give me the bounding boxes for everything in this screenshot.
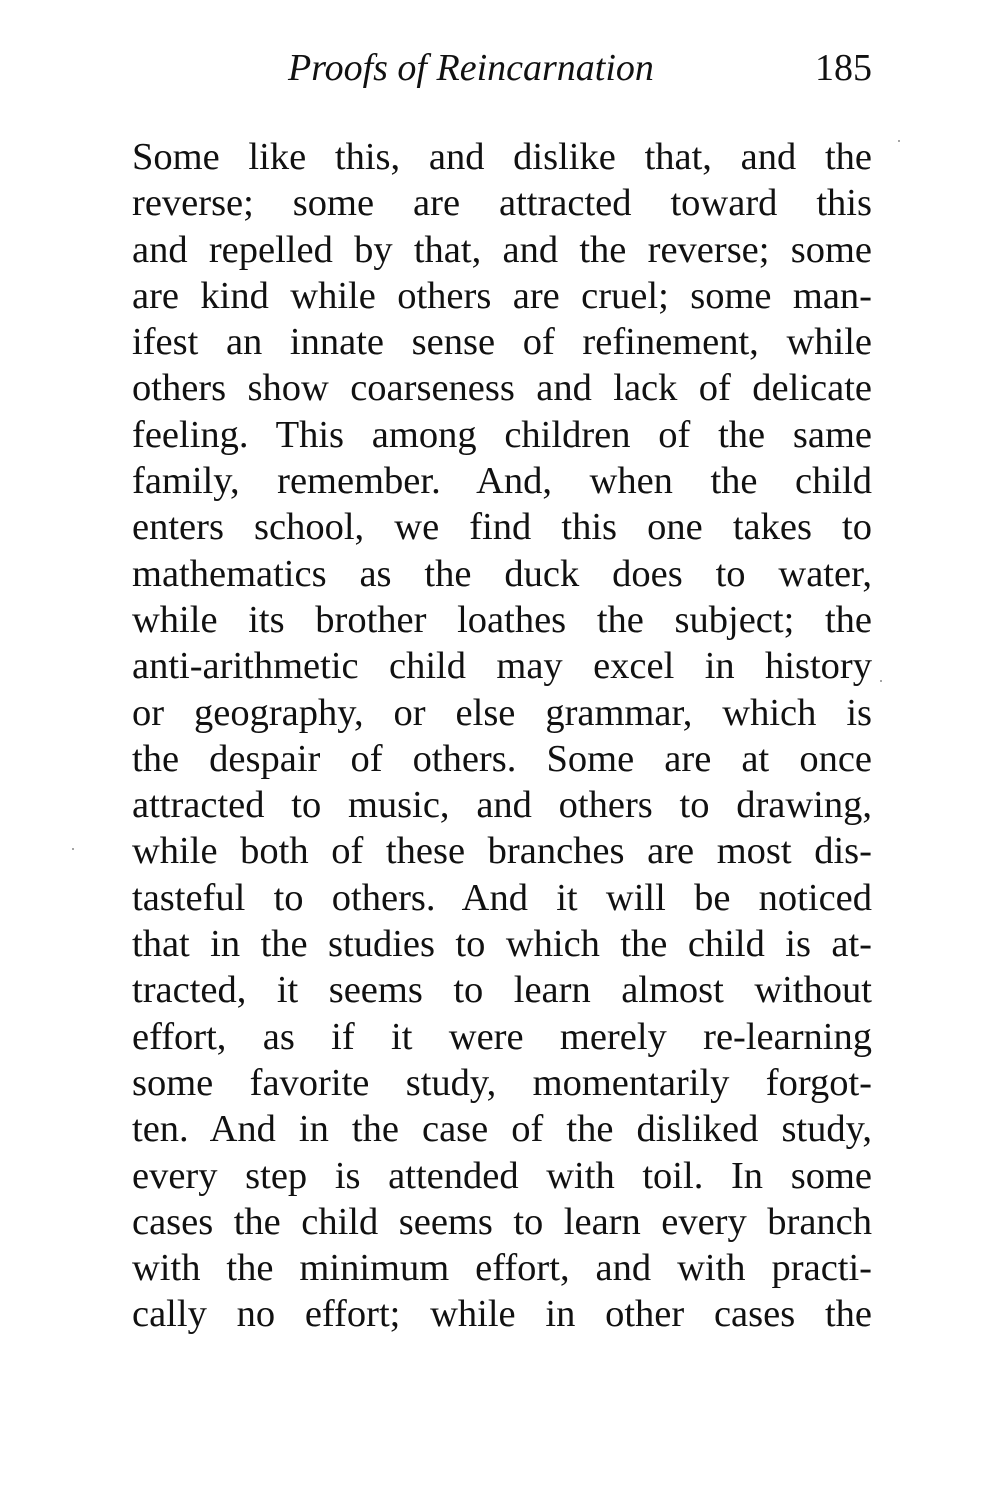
text-line: enters school, we find this one takes to <box>132 506 872 549</box>
text-line: and repelled by that, and the reverse; some <box>132 228 872 271</box>
running-head <box>132 40 872 96</box>
text-line: cases the child seems to learn every branch <box>132 1200 872 1243</box>
scan-speck <box>880 680 882 682</box>
text-line: tracted, it seems to learn almost without <box>132 969 872 1012</box>
text-line: family, remember. And, when the child <box>132 460 872 503</box>
text-line: ifest an innate sense of refinement, while <box>132 321 872 364</box>
running-title: Proofs of Reincarnation <box>288 47 654 89</box>
page-number: 185 <box>815 47 872 89</box>
text-line: every step is attended with toil. In some <box>132 1154 872 1197</box>
text-line: feeling. This among children of the same <box>132 413 872 456</box>
text-line: ten. And in the case of the disliked study, <box>132 1108 872 1151</box>
text-line: anti-arithmetic child may excel in history <box>132 645 872 688</box>
text-line: while its brother loathes the subject; the <box>132 598 872 641</box>
scan-speck <box>898 140 900 142</box>
text-line: effort, as if it were merely re-learning <box>132 1015 872 1058</box>
text-line: while both of these branches are most dis- <box>132 830 872 873</box>
text-line: mathematics as the duck does to water, <box>132 552 872 595</box>
text-line: Some like this, and dislike that, and the <box>132 136 872 178</box>
text-line: reverse; some are attracted toward this <box>132 182 872 225</box>
scan-speck <box>72 848 74 850</box>
text-line: some favorite study, momentarily forgot- <box>132 1061 872 1104</box>
text-line: cally no effort; while in other cases the <box>132 1293 872 1336</box>
text-line: that in the studies to which the child is at- <box>132 923 872 966</box>
text-line: tasteful to others. And it will be noticed <box>132 876 872 919</box>
text-line: the despair of others. Some are at once <box>132 737 872 780</box>
text-line: with the minimum effort, and with practi- <box>132 1247 872 1290</box>
text-line: others show coarseness and lack of delicate <box>132 367 872 410</box>
text-line: attracted to music, and others to drawing, <box>132 784 872 827</box>
text-line: are kind while others are cruel; some man- <box>132 274 872 317</box>
body-text <box>132 134 872 1338</box>
text-line: or geography, or else grammar, which is <box>132 691 872 734</box>
